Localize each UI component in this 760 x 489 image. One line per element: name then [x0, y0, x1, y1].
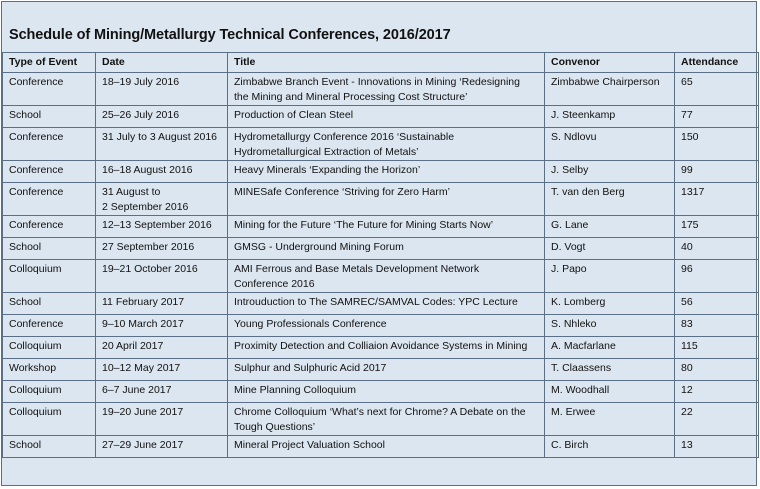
- cell-type-of-event: Conference: [3, 128, 96, 161]
- cell-date: 12–13 September 2016: [96, 216, 228, 238]
- cell-title: Young Professionals Conference: [228, 315, 545, 337]
- cell-type-of-event: Workshop: [3, 359, 96, 381]
- header-title: Title: [228, 53, 545, 73]
- table-row: [3, 161, 759, 183]
- cell-title: Production of Clean Steel: [228, 106, 545, 128]
- cell-attendance: 83: [675, 315, 759, 337]
- table-row: [3, 359, 759, 381]
- cell-date: 31 August to 2 September 2016: [96, 183, 228, 216]
- cell-convenor: T. Claassens: [545, 359, 675, 381]
- cell-date: 20 April 2017: [96, 337, 228, 359]
- conference-schedule-panel: [1, 1, 757, 486]
- cell-attendance: 96: [675, 260, 759, 293]
- table-row: [3, 216, 759, 238]
- cell-convenor: J. Steenkamp: [545, 106, 675, 128]
- cell-type-of-event: Conference: [3, 183, 96, 216]
- cell-type-of-event: School: [3, 106, 96, 128]
- cell-convenor: Zimbabwe Chairperson: [545, 73, 675, 106]
- cell-attendance: 77: [675, 106, 759, 128]
- table-row: [3, 337, 759, 359]
- cell-type-of-event: Conference: [3, 315, 96, 337]
- cell-title: Chrome Colloquium ‘What’s next for Chrome? A Debate on the Tough Questions’: [228, 403, 545, 436]
- table-row: [3, 381, 759, 403]
- cell-date: 19–21 October 2016: [96, 260, 228, 293]
- cell-attendance: 99: [675, 161, 759, 183]
- cell-type-of-event: School: [3, 238, 96, 260]
- cell-convenor: T. van den Berg: [545, 183, 675, 216]
- cell-attendance: 65: [675, 73, 759, 106]
- cell-title: Mine Planning Colloquium: [228, 381, 545, 403]
- table-row: [3, 315, 759, 337]
- cell-convenor: G. Lane: [545, 216, 675, 238]
- cell-attendance: 22: [675, 403, 759, 436]
- schedule-table: [2, 52, 759, 458]
- table-row: [3, 106, 759, 128]
- cell-convenor: M. Erwee: [545, 403, 675, 436]
- cell-title: MINESafe Conference ‘Striving for Zero Harm’: [228, 183, 545, 216]
- cell-type-of-event: Colloquium: [3, 337, 96, 359]
- cell-date: 25–26 July 2016: [96, 106, 228, 128]
- header-type-of-event: Type of Event: [3, 53, 96, 73]
- cell-convenor: D. Vogt: [545, 238, 675, 260]
- cell-convenor: M. Woodhall: [545, 381, 675, 403]
- cell-date: 6–7 June 2017: [96, 381, 228, 403]
- cell-date: 9–10 March 2017: [96, 315, 228, 337]
- cell-attendance: 12: [675, 381, 759, 403]
- table-row: [3, 403, 759, 436]
- cell-title: Hydrometallurgy Conference 2016 ‘Sustainable Hydrometallurgical Extraction of Metals’: [228, 128, 545, 161]
- header-convenor: Convenor: [545, 53, 675, 73]
- table-row: [3, 260, 759, 293]
- table-row: [3, 238, 759, 260]
- cell-attendance: 13: [675, 436, 759, 458]
- cell-title: Mining for the Future ‘The Future for Mining Starts Now’: [228, 216, 545, 238]
- cell-title: Proximity Detection and Colliaion Avoidance Systems in Mining: [228, 337, 545, 359]
- cell-attendance: 150: [675, 128, 759, 161]
- cell-convenor: J. Selby: [545, 161, 675, 183]
- table-row: [3, 436, 759, 458]
- cell-date: 16–18 August 2016: [96, 161, 228, 183]
- cell-convenor: J. Papo: [545, 260, 675, 293]
- cell-date: 11 February 2017: [96, 293, 228, 315]
- cell-type-of-event: School: [3, 436, 96, 458]
- cell-attendance: 175: [675, 216, 759, 238]
- cell-date: 27 September 2016: [96, 238, 228, 260]
- table-row: [3, 183, 759, 216]
- cell-title: Zimbabwe Branch Event - Innovations in Mining ‘Redesigning the Mining and Mineral Processing Cost Structure’: [228, 73, 545, 106]
- cell-type-of-event: Conference: [3, 161, 96, 183]
- table-title: Schedule of Mining/Metallurgy Technical Conferences, 2016/2017: [9, 27, 451, 43]
- cell-convenor: A. Macfarlane: [545, 337, 675, 359]
- table-row: [3, 73, 759, 106]
- cell-convenor: S. Nhleko: [545, 315, 675, 337]
- header-date: Date: [96, 53, 228, 73]
- cell-attendance: 1317: [675, 183, 759, 216]
- cell-attendance: 115: [675, 337, 759, 359]
- header-row: [3, 53, 759, 73]
- cell-date: 18–19 July 2016: [96, 73, 228, 106]
- cell-convenor: C. Birch: [545, 436, 675, 458]
- cell-attendance: 40: [675, 238, 759, 260]
- cell-convenor: K. Lomberg: [545, 293, 675, 315]
- table-row: [3, 128, 759, 161]
- cell-title: AMI Ferrous and Base Metals Development Network Conference 2016: [228, 260, 545, 293]
- cell-type-of-event: Colloquium: [3, 403, 96, 436]
- cell-type-of-event: Colloquium: [3, 381, 96, 403]
- cell-type-of-event: Conference: [3, 216, 96, 238]
- cell-type-of-event: Conference: [3, 73, 96, 106]
- cell-type-of-event: Colloquium: [3, 260, 96, 293]
- cell-date: 27–29 June 2017: [96, 436, 228, 458]
- cell-title: GMSG - Underground Mining Forum: [228, 238, 545, 260]
- table-row: [3, 293, 759, 315]
- cell-type-of-event: School: [3, 293, 96, 315]
- cell-attendance: 80: [675, 359, 759, 381]
- header-attendance: Attendance: [675, 53, 759, 73]
- cell-date: 19–20 June 2017: [96, 403, 228, 436]
- cell-convenor: S. Ndlovu: [545, 128, 675, 161]
- cell-title: Introuduction to The SAMREC/SAMVAL Codes: YPC Lecture: [228, 293, 545, 315]
- cell-date: 31 July to 3 August 2016: [96, 128, 228, 161]
- cell-date: 10–12 May 2017: [96, 359, 228, 381]
- cell-title: Heavy Minerals ‘Expanding the Horizon’: [228, 161, 545, 183]
- cell-title: Sulphur and Sulphuric Acid 2017: [228, 359, 545, 381]
- cell-title: Mineral Project Valuation School: [228, 436, 545, 458]
- cell-attendance: 56: [675, 293, 759, 315]
